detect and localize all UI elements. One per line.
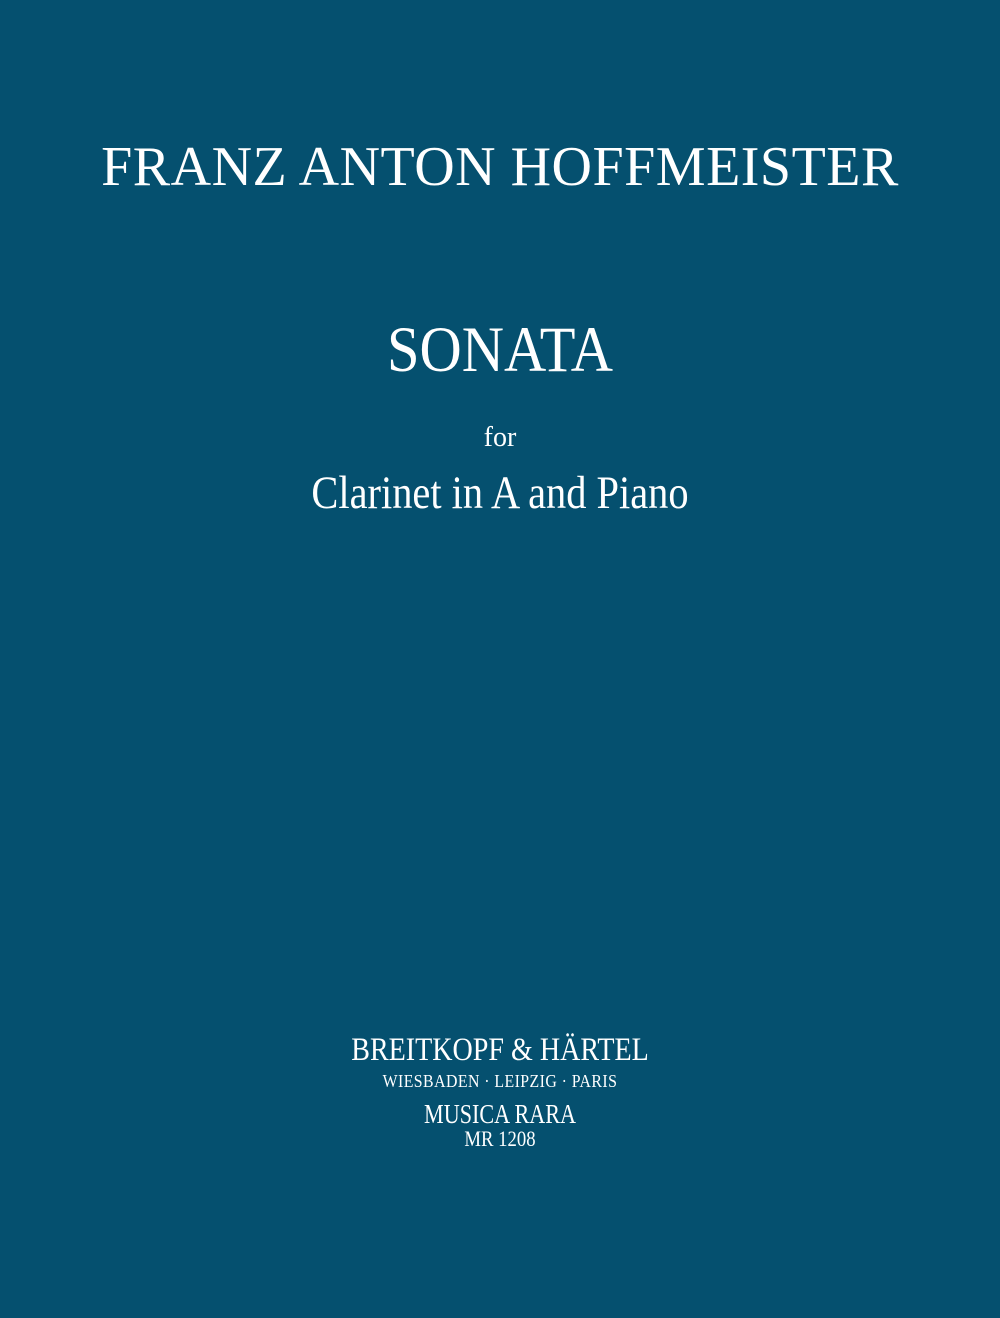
imprint-name: MUSICA RARA — [424, 1099, 576, 1129]
catalog-number: MR 1208 — [464, 1126, 536, 1151]
composer-name: FRANZ ANTON HOFFMEISTER — [101, 136, 899, 198]
work-title: SONATA — [386, 314, 614, 386]
instrumentation: Clarinet in A and Piano — [311, 467, 689, 519]
publisher-name: BREITKOPF & HÄRTEL — [351, 1032, 649, 1068]
publisher-cities: WIESBADEN · LEIPZIG · PARIS — [382, 1071, 618, 1091]
for-label: for — [483, 422, 517, 453]
